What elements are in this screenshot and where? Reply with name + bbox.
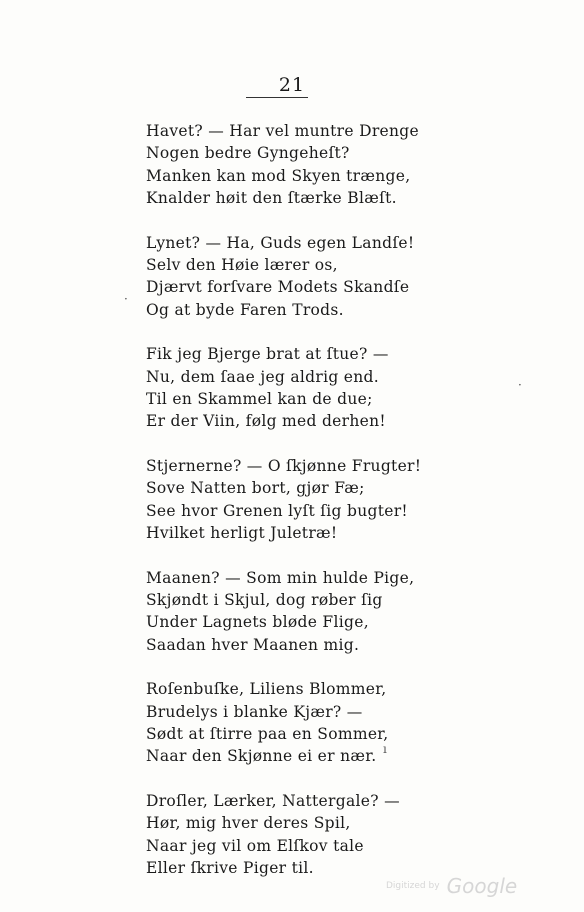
verse-line: Havet? — Har vel muntre Drenge: [146, 122, 419, 140]
verse-line: Hvilket herligt Juletræ!: [146, 524, 338, 543]
verse-line: Selv den Høie lærer os,: [146, 256, 338, 275]
verse-line: Fik jeg Bjerge brat at ſtue? —: [146, 345, 389, 364]
stray-mark: ı: [383, 742, 387, 756]
verse-line: Naar den Skjønne ei er nær.: [146, 747, 377, 766]
stanza: [146, 678, 566, 768]
watermark: [386, 874, 517, 898]
verse-line: Nogen bedre Gyngeheſt?: [146, 144, 350, 163]
stanza: [146, 567, 566, 657]
verse-line: Er der Viin, følg med derhen!: [146, 412, 386, 431]
stanza: [146, 343, 566, 433]
verse-line: Droſler, Lærker, Nattergale? —: [146, 791, 400, 810]
verse-line: Eller ſkrive Piger til.: [146, 858, 314, 877]
verse-line: Lynet? — Ha, Guds egen Landſe!: [146, 233, 415, 252]
poem: [146, 120, 566, 901]
watermark-logo-text: Google: [446, 874, 518, 898]
verse-line: Under Lagnets bløde Flige,: [146, 613, 369, 632]
verse-line: Til en Skammel kan de due;: [146, 390, 373, 409]
watermark-small-text: Digitized by: [386, 881, 440, 891]
verse-line: Naar jeg vil om Elſkov tale: [146, 836, 364, 855]
verse-line: Nu, dem ſaae jeg aldrig end.: [146, 367, 380, 386]
verse-line: Sødt at ſtirre paa en Sommer,: [146, 724, 389, 743]
stanza: [146, 455, 566, 545]
stray-mark: ·: [124, 292, 128, 306]
stanza: [146, 232, 566, 322]
page-number: 21: [278, 74, 306, 96]
verse-line: Sove Natten bort, gjør Fæ;: [146, 479, 365, 498]
verse-line: Djærvt forſvare Modets Skandſe: [146, 278, 410, 297]
verse-line: Maanen? — Som min hulde Pige,: [146, 568, 415, 587]
verse-line: Brudelys i blanke Kjær? —: [146, 702, 363, 721]
verse-line: Roſenbuſke, Liliens Blommer,: [146, 680, 387, 699]
stanza: [146, 790, 566, 880]
verse-line: See hvor Grenen lyſt ſig bugter!: [146, 501, 408, 520]
stray-mark: ·: [518, 378, 522, 392]
page-number-rule: [246, 97, 308, 98]
verse-line: Knalder høit den ſtærke Blæſt.: [146, 189, 397, 208]
stanza: [146, 120, 566, 210]
verse-line: Stjernerne? — O ſkjønne Frugter!: [146, 456, 422, 475]
verse-line: Manken kan mod Skyen trænge,: [146, 166, 411, 185]
verse-line: Og at byde Faren Trods.: [146, 300, 344, 319]
verse-line: Skjøndt i Skjul, dog røber ſig: [146, 590, 383, 609]
verse-line: Hør, mig hver deres Spil,: [146, 814, 351, 833]
verse-line: Saadan hver Maanen mig.: [146, 635, 360, 654]
